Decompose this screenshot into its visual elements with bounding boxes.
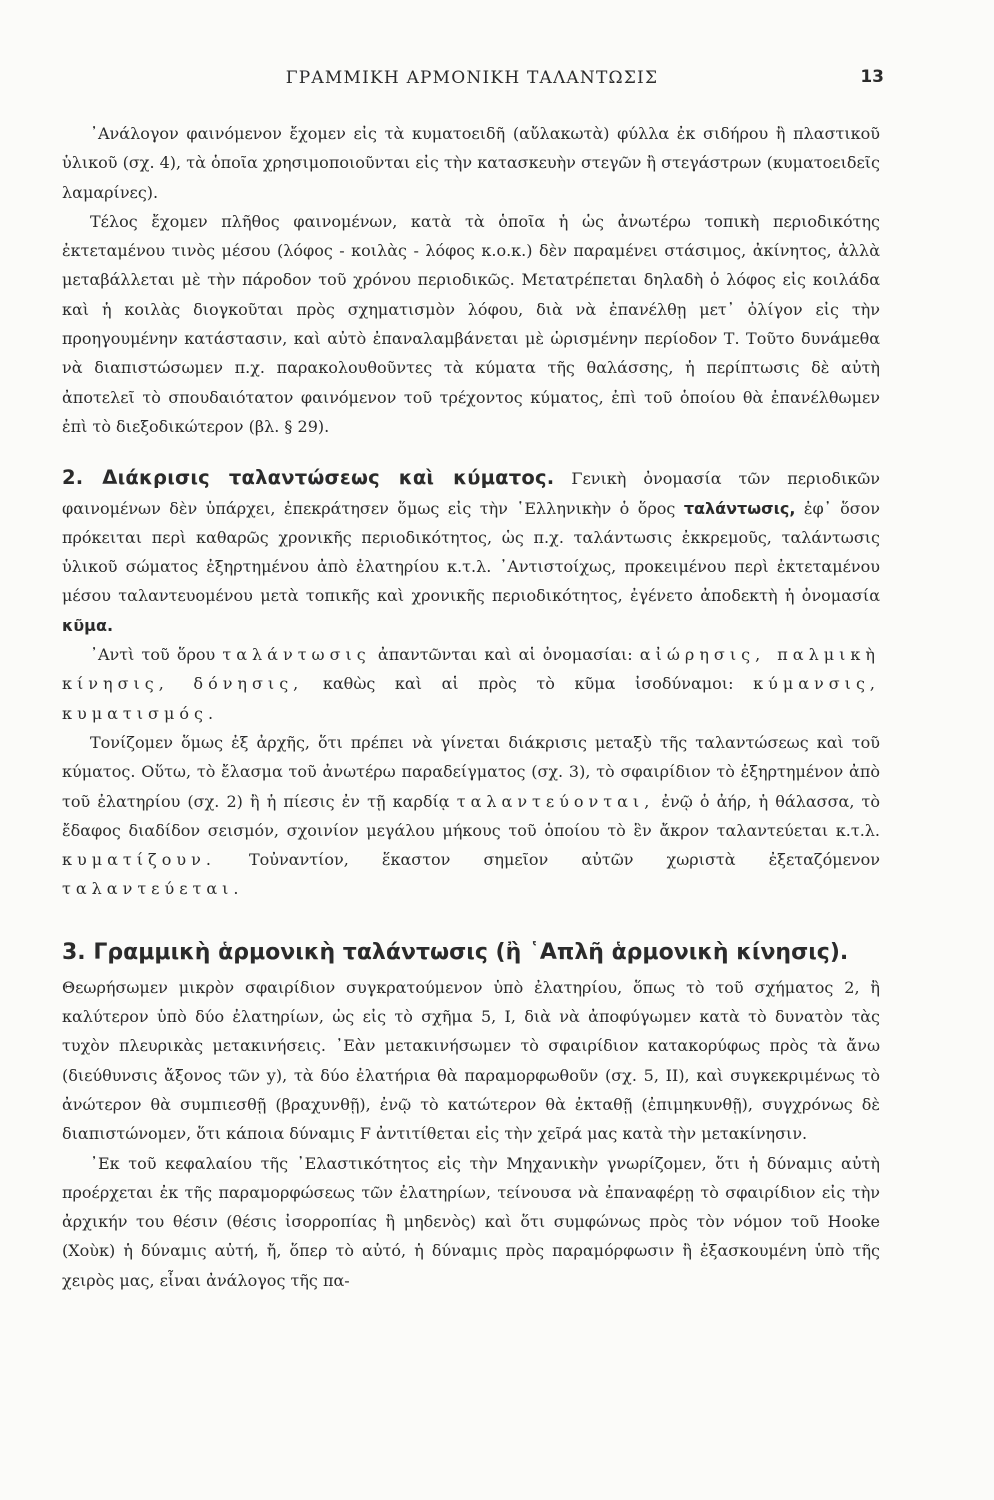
term-talantosis: ταλάντωσις, bbox=[683, 498, 796, 518]
distinction-text-part2: ἐνῷ ὁ ἀήρ, ἡ θάλασσα, τὸ ἔδαφος διαδίδον σεισμόν, σχοινίον μεγάλου μήκους τοῦ ὁποίου τὸ ἓν ἄκρον ταλαντεύεται κ.τ.λ. bbox=[62, 791, 880, 840]
running-head bbox=[62, 68, 882, 98]
section-2-paragraph bbox=[62, 463, 880, 640]
spaced-term-wave-verb: κυματίζουν. bbox=[62, 850, 216, 870]
paragraph-periodic-phenomena: Τέλος ἔχομεν πλῆθος φαινομένων, κατὰ τὰ ὁποῖα ἡ ὡς ἀνωτέρω τοπικὴ περιοδικότης ἐκτεταμένου τινὸς μέσου (λόφος - κοιλὰς - λόφος κ.ο.κ.) δὲν παραμένει στάσιμος, ἀκίνητος, ἀλλὰ μεταβάλλεται μὲ τὴν πάροδον τοῦ χρόνου περιοδικῶς. Μετατρέπεται δηλαδὴ ὁ λόφος εἰς κοιλάδα καὶ ἡ κοιλὰς διογκοῦται πρὸς σχηματισμὸν λόφου, διὰ νὰ ἐπανέλθῃ μετ᾿ ὀλίγον εἰς τὴν προηγουμένην κατάστασιν, καὶ αὐτὸ ἐπαναλαμβάνεται μὲ ὡρισμένην περίοδον Τ. Τοῦτο δυνάμεθα νὰ διαπιστώσωμεν π.χ. παρακολουθοῦντες τὰ κύματα τῆς θαλάσσης, ἡ περίπτωσις δὲ αὐτὴ ἀποτελεῖ τὸ σπουδαιότατον φαινόμενον τοῦ τρέχοντος κύματος, ἐπὶ τοῦ ὁποίου θὰ ἐπανέλθωμεν ἐπὶ τὸ διεξοδικώτερον (βλ. § 29). bbox=[62, 211, 880, 436]
term-kyma: κῦμα. bbox=[62, 615, 114, 635]
section-3-title: 3. Γραμμικὴ ἁρμονικὴ ταλάντωσις (ἢ ῾Απλῆ ἁρμονικὴ κίνησις). bbox=[62, 939, 849, 965]
spaced-term-oscillates: ταλαντεύεται. bbox=[62, 879, 244, 899]
paragraph-sphere-springs: Θεωρήσωμεν μικρὸν σφαιρίδιον συγκρατούμενον ὑπὸ ἐλατηρίου, ὅπως τὸ τοῦ σχήματος 2, ἢ καλύτερον ὑπὸ δύο ἐλατηρίων, ὡς εἰς τὸ σχῆμα 5, Ι, διὰ νὰ ἀποφύγωμεν κατὰ τὸ δυνατὸν τὰς τυχὸν πλευρικὰς μετακινήσεις. ᾿Εὰν μετακινήσωμεν τὸ σφαιρίδιον κατακορύφως πρὸς τὰ ἄνω (διεύθυνσις ἄξονος τῶν y), τὰ δύο ἐλατήρια θὰ παραμορφωθοῦν (σχ. 5, ΙΙ), καὶ συγκεκριμένως τὸ ἀνώτερον θὰ συμπιεσθῇ (βραχυνθῇ), ἐνῷ τὸ κατώτερον θὰ ἐκταθῇ (ἐπιμηκυνθῇ), συγχρόνως δὲ διαπιστώνομεν, ὅτι κάποια δύναμις F ἀντιτίθεται εἰς τὴν χεῖρά μας κατὰ τὴν μετακίνησιν. bbox=[62, 977, 880, 1144]
running-title: ΓΡΑΜΜΙΚΗ ΑΡΜΟΝΙΚΗ ΤΑΛΑΝΤΩΣΙΣ bbox=[285, 68, 659, 88]
distinction-text-part1: Τονίζομεν ὅμως ἐξ ἀρχῆς, ὅτι πρέπει νὰ γίνεται διάκρισις μεταξὺ τῆς ταλαντώσεως καὶ τοῦ κύματος. Οὕτω, τὸ ἔλασμα τοῦ ἀνωτέρω παραδείγματος (σχ. 3), τὸ σφαιρίδιον τὸ ἐξηρτημένον ἀπὸ τοῦ ἐλατηρίου (σχ. 2) ἢ ἡ πίεσις ἐν τῇ καρδίᾳ bbox=[62, 732, 880, 811]
paragraph-synonyms bbox=[62, 640, 880, 728]
spaced-term-talantosis: ταλάντωσις bbox=[222, 645, 371, 665]
page-body bbox=[62, 119, 880, 1295]
page-number: 13 bbox=[860, 67, 884, 87]
spaced-terms-wave: κύμανσις, κυματισμός. bbox=[62, 674, 880, 723]
synonyms-text-part1: ᾿Αντὶ τοῦ ὅρου bbox=[90, 645, 216, 665]
section-2-title: 2. Διάκρισις ταλαντώσεως καὶ κύματος. bbox=[62, 466, 555, 490]
distinction-text-part3: Τοὐναντίον, ἕκαστον σημεῖον αὐτῶν χωριστὰ ἐξεταζόμενον bbox=[248, 850, 881, 870]
paragraph-hooke-law: ᾿Εκ τοῦ κεφαλαίου τῆς ᾿Ελαστικότητος εἰς τὴν Μηχανικὴν γνωρίζομεν, ὅτι ἡ δύναμις αὐτὴ προέρχεται ἐκ τῆς παραμορφώσεως τῶν ἐλατηρίων, τείνουσα νὰ ἐπαναφέρῃ τὸ σφαιρίδιον εἰς τὴν ἀρχικήν του θέσιν (θέσις ἰσορροπίας ἢ μηδενὸς) καὶ ὅτι συμφώνως πρὸς τὸν νόμον τοῦ Hooke (Χοὺκ) ἡ δύναμις αὐτή, ἤ, ὅπερ τὸ αὐτό, ἡ δύναμις πρὸς παραμόρφωσιν ἢ ἐξασκουμένη ὑπὸ τῆς χειρὸς μας, εἶναι ἀνάλογος τῆς πα- bbox=[62, 1153, 880, 1290]
synonyms-text-part2: ἀπαντῶνται καὶ αἱ ὀνομασίαι: bbox=[377, 645, 633, 665]
spaced-term-oscillate: ταλαντεύονται, bbox=[456, 791, 655, 811]
paragraph-corrugated-sheets: ᾿Ανάλογον φαινόμενον ἔχομεν εἰς τὰ κυματοειδῆ (αὔλακωτὰ) φύλλα ἐκ σιδήρου ἢ πλαστικοῦ ὑλικοῦ (σχ. 4), τὰ ὁποῖα χρησιμοποιοῦνται εἰς τὴν κατασκευὴν στεγῶν ἢ στεγάστρων (κυματοειδεῖς λαμαρίνες). bbox=[62, 124, 880, 202]
section-2-text-part1: Γενικὴ ὀνομασία τῶν περιοδικῶν φαινομένων δὲν ὑπάρχει, ἐπεκράτησεν ὅμως εἰς τὴν ῾Ελληνικὴν ὁ ὅρος bbox=[62, 469, 880, 518]
synonyms-text-part3: καθὼς καὶ αἱ πρὸς τὸ κῦμα ἰσοδύναμοι: bbox=[322, 674, 734, 694]
spaced-terms-oscillation: αἰώρησις, παλμικὴ κίνησις, δόνησις, bbox=[62, 645, 880, 694]
paragraph-distinction bbox=[62, 728, 880, 904]
section-2-text-part2: ἐφ᾿ ὅσον πρόκειται περὶ καθαρῶς χρονικῆς περιοδικότητος, ὡς π.χ. ταλάντωσις ἐκκρεμοῦς, ταλάντωσις ὑλικοῦ σώματος ἐξηρτημένου ἀπὸ ἐλατηρίου κ.τ.λ. ᾿Αντιστοίχως, προκειμένου περὶ ἐκτεταμένου μέσου ταλαντευομένου μετὰ τοπικῆς καὶ χρονικῆς περιοδικότητος, ἐγένετο ἀποδεκτὴ ἡ ὀνομασία bbox=[62, 498, 881, 606]
